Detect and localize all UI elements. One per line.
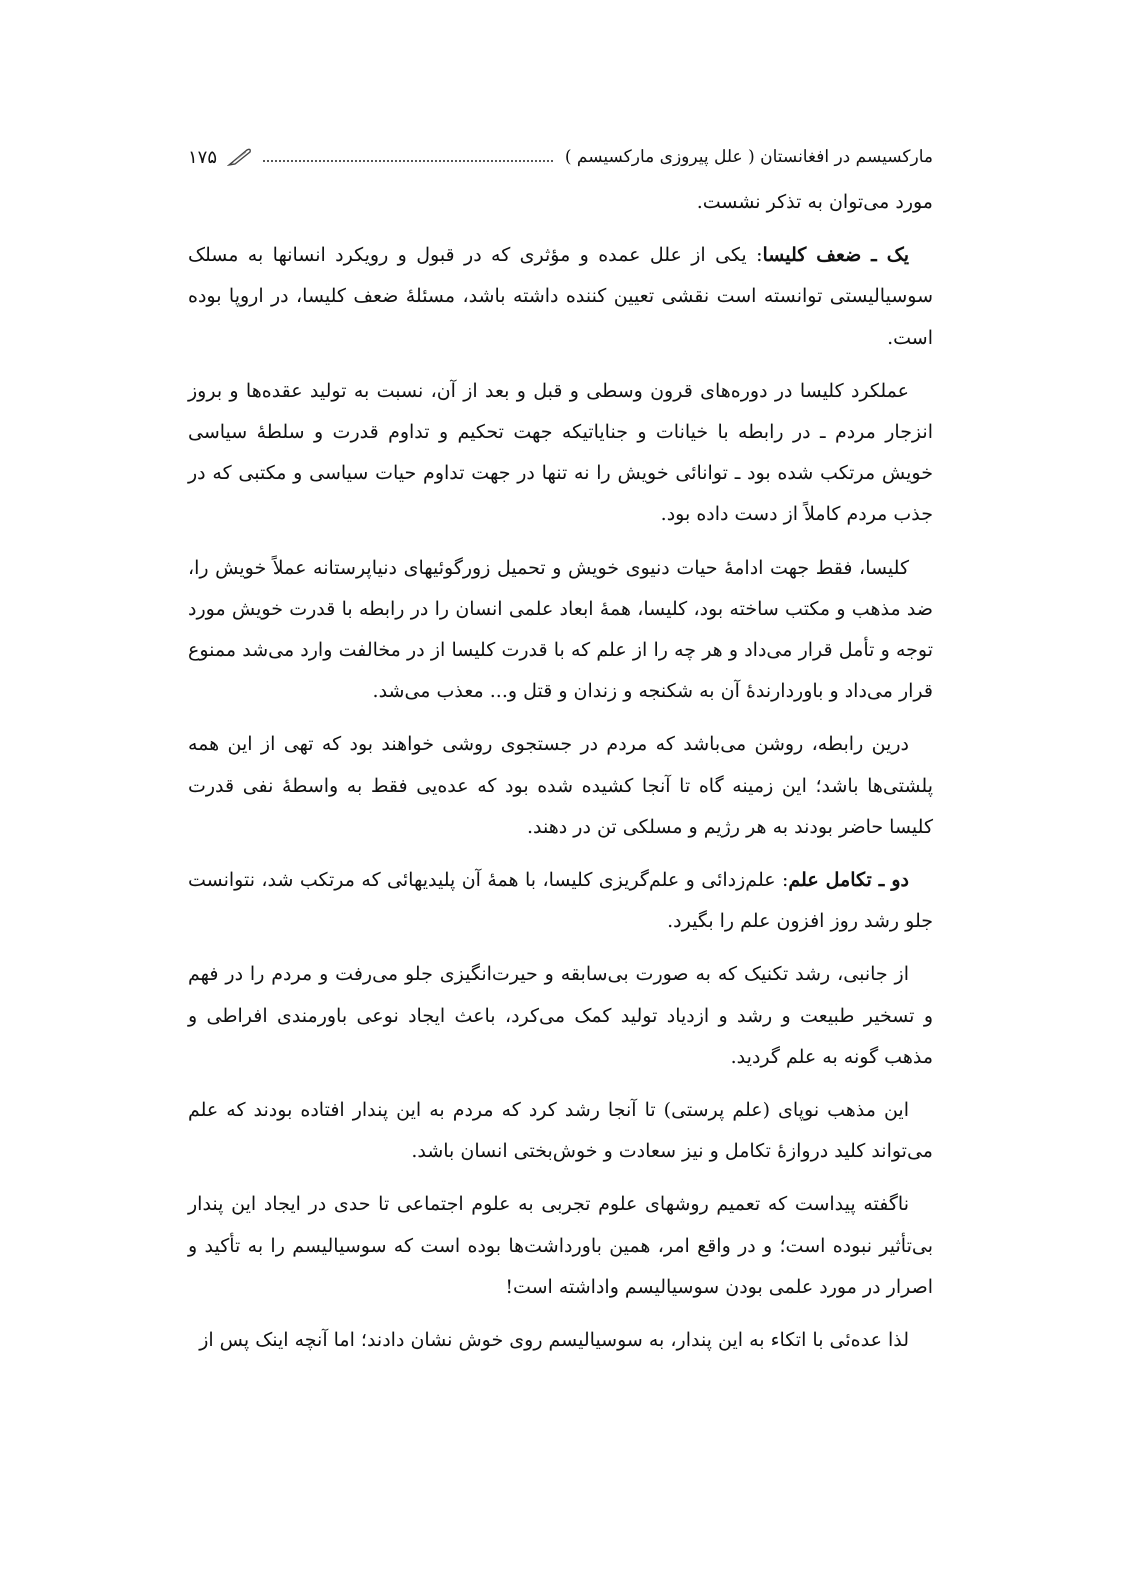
paragraph-9-text: ناگفته پیداست که تعمیم روشهای علوم تجربی به علوم اجتماعی تا حدی در ایجاد این پندار بی‌تأثیر نبوده است؛ و در واقع امر، همین باورداشت‌ها بوده است که سوسیالیسم را به تأکید و اصرار در مورد علمی بودن سوسیالیسم واداشته است! xyxy=(188,1193,933,1298)
paragraph-4 xyxy=(188,548,933,713)
paragraph-8 xyxy=(188,1090,933,1172)
running-header-title: مارکسیسم در افغانستان ( علل پیروزی مارکسیسم ) xyxy=(564,147,933,167)
paragraph-8-text: این مذهب نوپای (علم پرستی) تا آنجا رشد کرد که مردم به این پندار افتاده بودند که علم می‌تواند کلید دروازهٔ تکامل و نیز سعادت و خوش‌بختی انسان باشد. xyxy=(188,1099,933,1163)
quill-pen-icon xyxy=(227,147,253,167)
paragraph-9 xyxy=(188,1184,933,1308)
paragraph-7 xyxy=(188,954,933,1078)
paragraph-3-text: عملکرد کلیسا در دوره‌های قرون وسطی و قبل و بعد از آن، نسبت به تولید عقده‌ها و بروز انزجار مردم ـ در رابطه با خیانات و جنایاتیکه جهت تحکیم و تداوم قدرت و سلطهٔ سیاسی خویش مرتکب شده بود ـ توانائی خویش را نه تنها در جهت تداوم حیات سیاسی و مکتبی که در جذب مردم کاملاً از دست داده بود. xyxy=(188,379,933,526)
paragraph-6 xyxy=(188,860,933,942)
paragraph-1-text: مورد می‌توان به تذکر نشست. xyxy=(696,191,933,213)
running-header xyxy=(188,140,933,174)
paragraph-1 xyxy=(188,182,933,223)
paragraph-6-text: : علم‌زدائی و علم‌گریزی کلیسا، با همهٔ آن پلیدیهائی که مرتکب شد، نتوانست جلو رشد روز افزون علم را بگیرد. xyxy=(188,869,933,933)
paragraph-2-text: : یکی از علل عمده و مؤثری که در قبول و رویکرد انسانها به مسلک سوسیالیستی توانسته است نقشی تعیین کننده داشته باشد، مسئلهٔ ضعف کلیسا، در اروپا بوده است. xyxy=(188,244,933,349)
section-heading-science-evolution: دو ـ تکامل علم xyxy=(788,869,909,892)
section-heading-church-weakness: یک ـ ضعف کلیسا xyxy=(762,244,909,267)
paragraph-5 xyxy=(188,724,933,848)
paragraph-10 xyxy=(188,1320,933,1361)
paragraph-7-text: از جانبی، رشد تکنیک که به صورت بی‌سابقه و حیرت‌انگیزی جلو می‌رفت و مردم را در فهم و تسخیر طبیعت و رشد و ازدیاد تولید کمک می‌کرد، باعث ایجاد نوعی باورمندی افراطی و مذهب گونه به علم گردید. xyxy=(188,963,933,1068)
paragraph-2 xyxy=(188,235,933,359)
paragraph-10-text: لذا عده‌ئی با اتکاء به این پندار، به سوسیالیسم روی خوش نشان دادند؛ اما آنچه اینک پس از xyxy=(199,1329,909,1352)
paragraph-4-text: کلیسا، فقط جهت ادامهٔ حیات دنیوی خویش و تحمیل زورگوئیهای دنیاپرستانه عملاً خویش را، ضد مذهب و مکتب ساخته بود، کلیسا، همهٔ ابعاد علمی انسان را در رابطه با قدرت خویش مورد توجه و تأمل قرار می‌داد و هر چه را از علم که با قدرت کلیسا از در مخالفت وارد می‌شد ممنوع قرار می‌داد و باوردارندهٔ آن به شکنجه و زندان و قتل و... معذب می‌شد. xyxy=(188,556,933,703)
paragraph-5-text: درین رابطه، روشن می‌باشد که مردم در جستجوی روشی خواهند بود که تهی از این همه پلشتی‌ها باشد؛ این زمینه گاه تا آنجا کشیده شده بود که عده‌یی فقط به واسطهٔ نفی قدرت کلیسا حاضر بودند به هر رژیم و مسلکی تن در دهند. xyxy=(188,733,933,838)
body-text xyxy=(188,182,933,1373)
page-number: ۱۷۵ xyxy=(188,146,218,168)
header-dotted-leader xyxy=(263,160,553,162)
paragraph-3 xyxy=(188,371,933,536)
